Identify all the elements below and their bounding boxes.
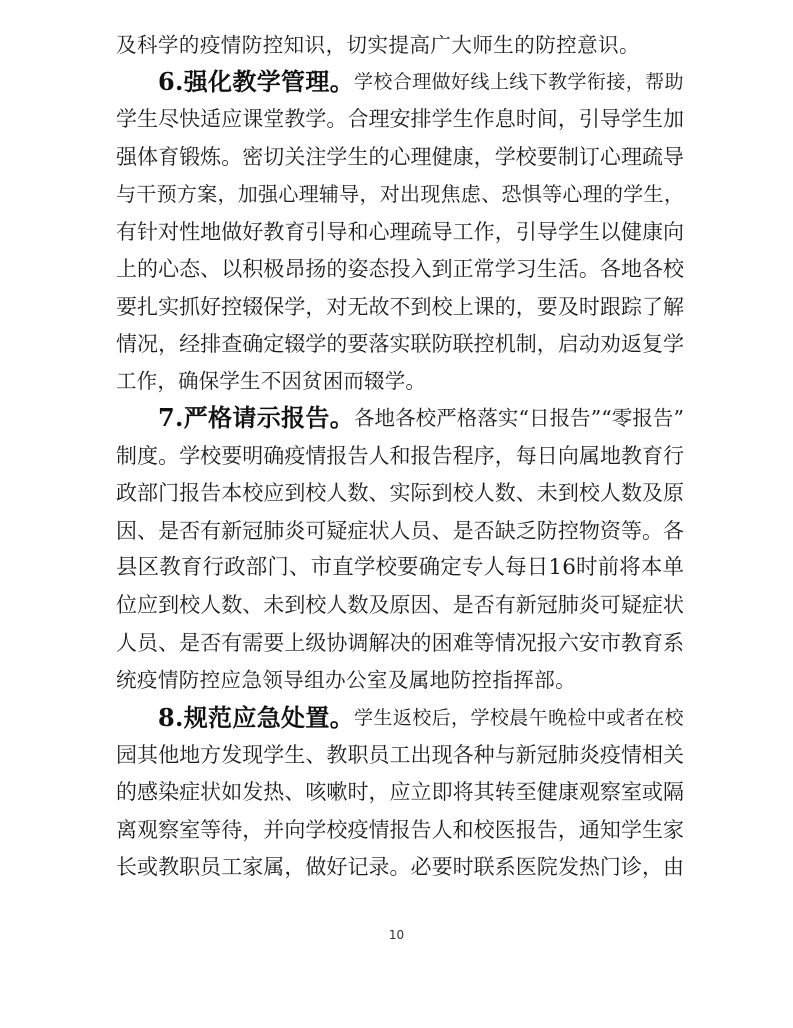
body-text-line [0,137,793,177]
body-text-line [0,548,793,588]
body-text-line [0,810,793,850]
body-text-line [0,847,793,887]
body-text: 长或教职员工家属，做好记录。必要时联系医院发热门诊，由 [116,855,684,879]
body-text-line [0,324,793,364]
body-text-line [0,99,793,139]
page-number: 10 [388,928,405,942]
body-text-line [0,735,793,775]
section-heading-line-8 [0,698,793,738]
body-text: 园其他地方发现学生、教职员工出现各种与新冠肺炎疫情相关 [116,743,684,767]
body-text: 人员、是否有需要上级协调解决的困难等情况报六安市教育系 [116,631,684,655]
body-text: 有针对性地做好教育引导和心理疏导工作，引导学生以健康向 [116,220,684,244]
body-text-line [0,212,793,252]
body-text-line [0,287,793,327]
body-text-line [0,660,793,700]
body-text: 学生返校后，学校晨午晚检中或者在校 [354,707,684,729]
body-text: 政部门报告本校应到校人数、实际到校人数、未到校人数及原 [116,481,684,505]
body-text-line [0,436,793,476]
body-text-line [0,511,793,551]
body-text: 强体育锻炼。密切关注学生的心理健康，学校要制订心理疏导 [116,145,684,169]
body-text: 统疫情防控应急领导组办公室及属地防控指挥部。 [116,668,576,692]
body-text: 情况，经排查确定辍学的要落实联防联控机制，启动劝返复学 [116,332,684,356]
body-text: 位应到校人数、未到校人数及原因、是否有新冠肺炎可疑症状 [116,593,684,617]
body-text: 制度。学校要明确疫情报告人和报告程序，每日向属地教育行 [116,444,684,468]
body-text: 学生尽快适应课堂教学。合理安排学生作息时间，引导学生加 [116,107,684,131]
body-text-line [0,585,793,625]
body-text-line [0,249,793,289]
body-text-line [0,772,793,812]
body-text: 上的心态、以积极昂扬的姿态投入到正常学习生活。各地各校 [116,257,684,281]
body-text: 学校合理做好线上线下教学衔接，帮助 [354,71,684,93]
body-text: 各地各校严格落实“日报告”“零报告” [354,406,684,430]
body-text-line [0,174,793,214]
body-text: 因、是否有新冠肺炎可疑症状人员、是否缺乏防控物资等。各 [116,519,684,543]
body-text: 与干预方案，加强心理辅导，对出现焦虑、恐惧等心理的学生， [116,182,684,206]
body-text-line [0,623,793,663]
body-text: 离观察室等待，并向学校疫情报告人和校医报告，通知学生家 [116,818,684,842]
body-text-line [0,473,793,513]
section-heading-line-6 [0,62,793,102]
section-heading-8: 8.规范应急处置。 [158,703,354,732]
section-heading-6: 6.强化教学管理。 [158,67,354,96]
section-heading-7: 7.严格请示报告。 [158,403,354,432]
body-text: 工作，确保学生不因贫困而辍学。 [116,369,426,393]
body-text: 及科学的疫情防控知识，切实提高广大师生的防控意识。 [116,33,640,57]
body-text: 县区教育行政部门、市直学校要确定专人每日16时前将本单 [116,555,684,580]
section-heading-line-7 [0,398,793,438]
body-text: 要扎实抓好控辍保学，对无故不到校上课的，要及时跟踪了解 [116,295,684,319]
body-text-line [0,361,793,401]
body-text-line [0,25,793,65]
body-text: 的感染症状如发热、咳嗽时，应立即将其转至健康观察室或隔 [116,780,684,804]
